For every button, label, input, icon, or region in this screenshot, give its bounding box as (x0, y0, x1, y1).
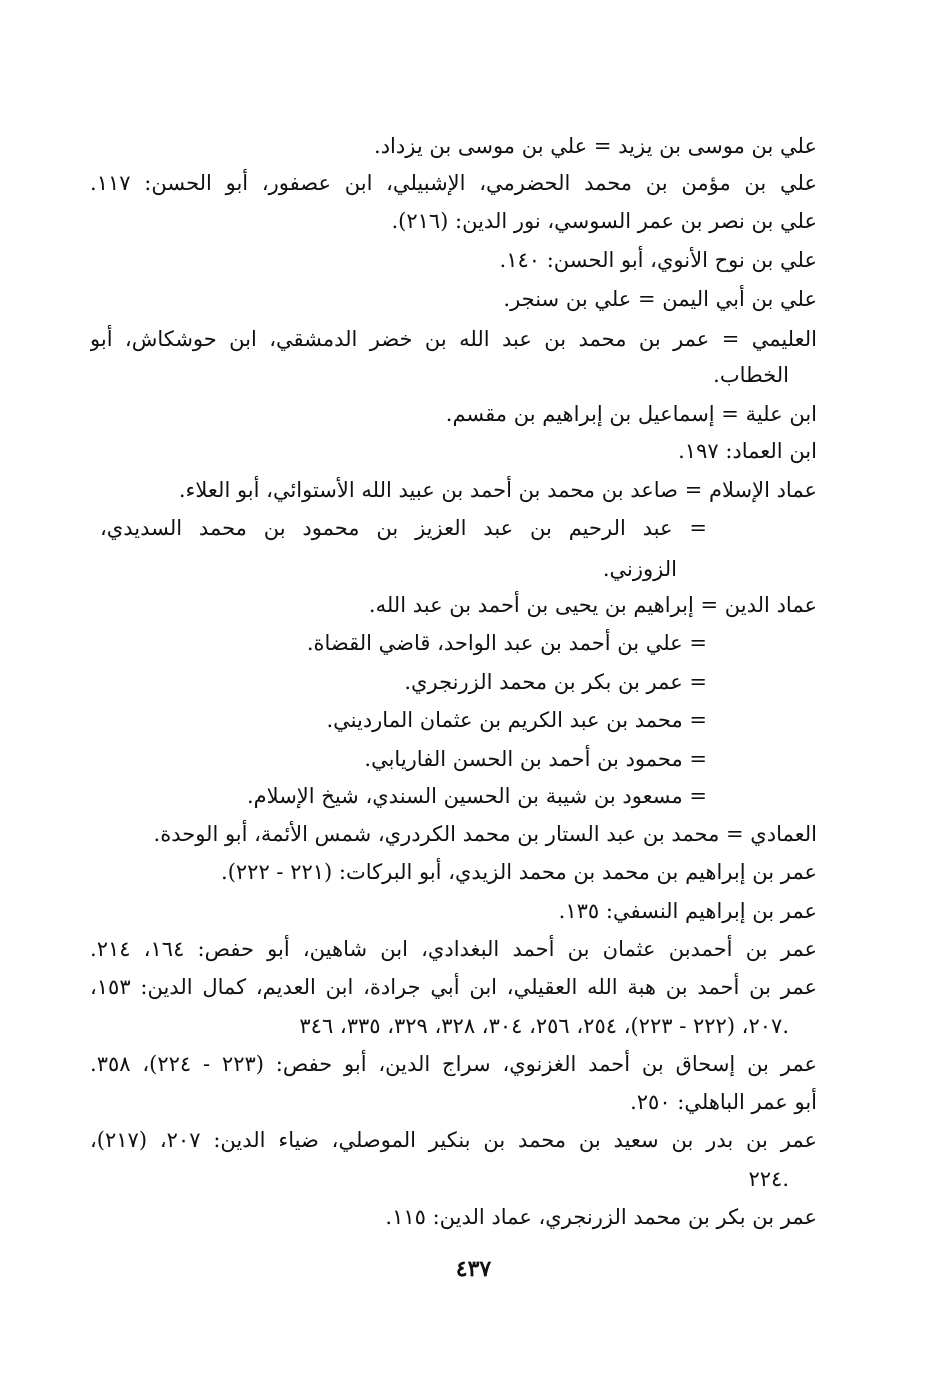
index-entry: عمر بن بكر بن محمد الزرنجري، عماد الدين: ١١٥. (385, 1205, 817, 1229)
index-entry-continuation: ٢٠٧، (٢٢٢ - ٢٢٣)، ٢٥٤، ٢٥٦، ٣٠٤، ٣٢٨، ٣٢٩، ٣٣٥، ٣٤٦. (299, 1014, 789, 1038)
index-entry: عمر بن إبراهيم النسفي: ١٣٥. (558, 899, 817, 923)
index-entry-continuation: الخطاب. (713, 363, 789, 387)
index-entry: العمادي = محمد بن عبد الستار بن محمد الكردري، شمس الأئمة، أبو الوحدة. (153, 822, 817, 846)
index-sub-entry: = علي بن أحمد بن عبد الواحد، قاضي القضاة. (306, 631, 707, 655)
index-sub-entry: = محمد بن عبد الكريم بن عثمان المارديني. (326, 708, 707, 732)
index-entry: ابن العماد: ١٩٧. (678, 439, 817, 463)
index-entry: عمر بن بدر بن سعيد بن محمد بن بنكير الموصلي، ضياء الدين: ٢٠٧، (٢١٧)، (90, 1128, 817, 1152)
index-entry: العليمي = عمر بن محمد بن عبد الله بن خضر الدمشقي، ابن حوشكاش، أبو (90, 327, 817, 351)
index-entry: علي بن نصر بن عمر السوسي، نور الدين: (٢١٦). (391, 209, 817, 233)
index-sub-entry: = محمود بن أحمد بن الحسن الفاريابي. (364, 747, 707, 771)
index-entry-continuation: الزوزني. (602, 557, 677, 581)
index-sub-entry: = مسعود بن شيبة بن الحسين السندي، شيخ الإسلام. (247, 784, 707, 808)
index-entry: عمر بن إبراهيم بن محمد بن محمد الزيدي، أبو البركات: (٢٢١ - ٢٢٢). (221, 860, 817, 884)
index-entry: أبو عمر الباهلي: ٢٥٠. (630, 1090, 817, 1114)
index-entry: علي بن أبي اليمن = علي بن سنجر. (503, 287, 817, 311)
index-entry: عمر بن أحمدبن عثمان بن أحمد البغدادي، ابن شاهين، أبو حفص: ١٦٤، ٢١٤. (90, 937, 817, 961)
page-number: ٤٣٧ (455, 1256, 492, 1282)
index-sub-entry: = عمر بن بكر بن محمد الزرنجري. (404, 670, 707, 694)
index-entry: علي بن موسى بن يزيد = علي بن موسى بن يزداد. (374, 134, 817, 158)
index-entry: عمر بن إسحاق بن أحمد الغزنوي، سراج الدين، أبو حفص: (٢٢٣ - ٢٢٤)، ٣٥٨. (90, 1052, 817, 1076)
index-entry: عماد الدين = إبراهيم بن يحيى بن أحمد بن عبد الله. (368, 593, 817, 617)
index-entry-continuation: ٢٢٤. (748, 1167, 789, 1191)
index-entry: علي بن نوح الأنوي، أبو الحسن: ١٤٠. (499, 248, 817, 272)
index-entry: عماد الإسلام = صاعد بن محمد بن أحمد بن عبيد الله الأستوائي، أبو العلاء. (178, 478, 817, 502)
index-entry: علي بن مؤمن بن محمد الحضرمي، الإشبيلي، ابن عصفور، أبو الحسن: ١١٧. (90, 171, 817, 195)
index-sub-entry: = عبد الرحيم بن عبد العزيز بن محمود بن محمد السديدي، (100, 516, 707, 540)
index-entry: ابن علية = إسماعيل بن إبراهيم بن مقسم. (445, 402, 817, 426)
index-entry: عمر بن أحمد بن هبة الله العقيلي، ابن أبي جرادة، ابن العديم، كمال الدين: ١٥٣، (90, 975, 817, 999)
